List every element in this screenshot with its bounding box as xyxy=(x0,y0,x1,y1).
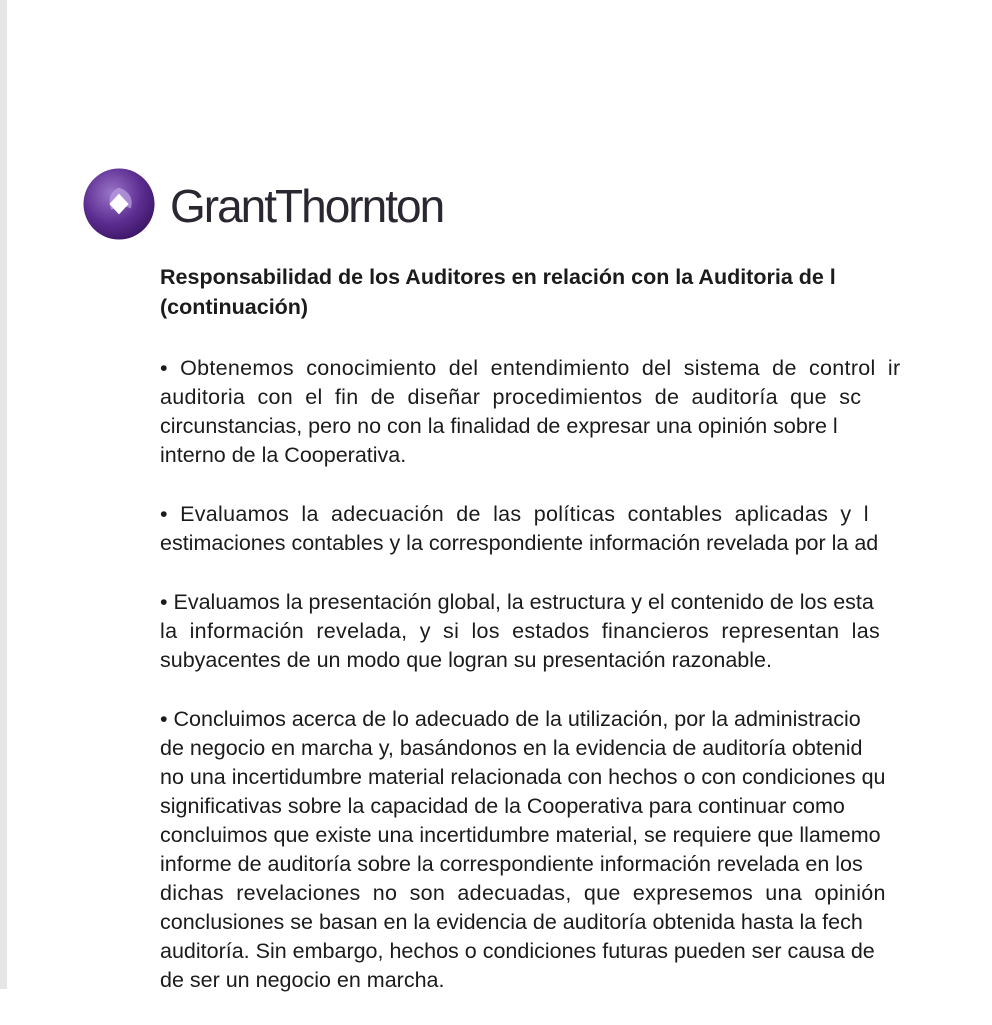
text-line: auditoría. Sin embargo, hechos o condiciones futuras pueden ser causa de xyxy=(160,939,875,963)
paragraph-control-interno xyxy=(160,354,992,470)
text-line: la información revelada, y si los estados financieros representan las xyxy=(160,619,881,643)
text-line: no una incertidumbre material relacionada con hechos o con condiciones qu xyxy=(160,765,886,789)
text-line: concluimos que existe una incertidumbre material, se requiere que llamemo xyxy=(160,823,881,847)
text-line: subyacentes de un modo que logran su presentación razonable. xyxy=(160,648,772,672)
brand-name: GrantThornton xyxy=(170,180,444,232)
text-line: de ser un negocio en marcha. xyxy=(160,968,445,992)
document-body xyxy=(160,262,992,1025)
grant-thornton-mark-icon xyxy=(82,167,156,241)
text-line: significativas sobre la capacidad de la Cooperativa para continuar como xyxy=(160,794,845,818)
text-line: auditoria con el fin de diseñar procedimientos de auditoría que sc xyxy=(160,385,862,409)
grant-thornton-logo xyxy=(82,167,502,247)
text-line: interno de la Cooperativa. xyxy=(160,443,407,467)
heading-line: Responsabilidad de los Auditores en relación con la Auditoria de l xyxy=(160,265,836,289)
paragraph-negocio-en-marcha xyxy=(160,705,992,995)
scan-edge xyxy=(0,0,7,989)
text-line: estimaciones contables y la correspondiente información revelada por la ad xyxy=(160,531,879,555)
section-heading xyxy=(160,262,992,322)
paragraph-politicas-contables xyxy=(160,500,992,558)
text-line: informe de auditoría sobre la correspondiente información revelada en los xyxy=(160,852,863,876)
text-line: • Concluimos acerca de lo adecuado de la utilización, por la administracio xyxy=(160,707,861,731)
text-line: conclusiones se basan en la evidencia de auditoría obtenida hasta la fech xyxy=(160,910,863,934)
paragraph-presentacion-global xyxy=(160,588,992,675)
text-line: • Obtenemos conocimiento del entendimiento del sistema de control ir xyxy=(160,356,901,380)
text-line: dichas revelaciones no son adecuadas, que expresemos una opinión xyxy=(160,881,886,905)
text-line: circunstancias, pero no con la finalidad de expresar una opinión sobre l xyxy=(160,414,838,438)
heading-line: (continuación) xyxy=(160,295,309,319)
text-line: de negocio en marcha y, basándonos en la evidencia de auditoría obtenid xyxy=(160,736,863,760)
text-line: • Evaluamos la adecuación de las políticas contables aplicadas y l xyxy=(160,502,869,526)
text-line: • Evaluamos la presentación global, la estructura y el contenido de los esta xyxy=(160,590,874,614)
